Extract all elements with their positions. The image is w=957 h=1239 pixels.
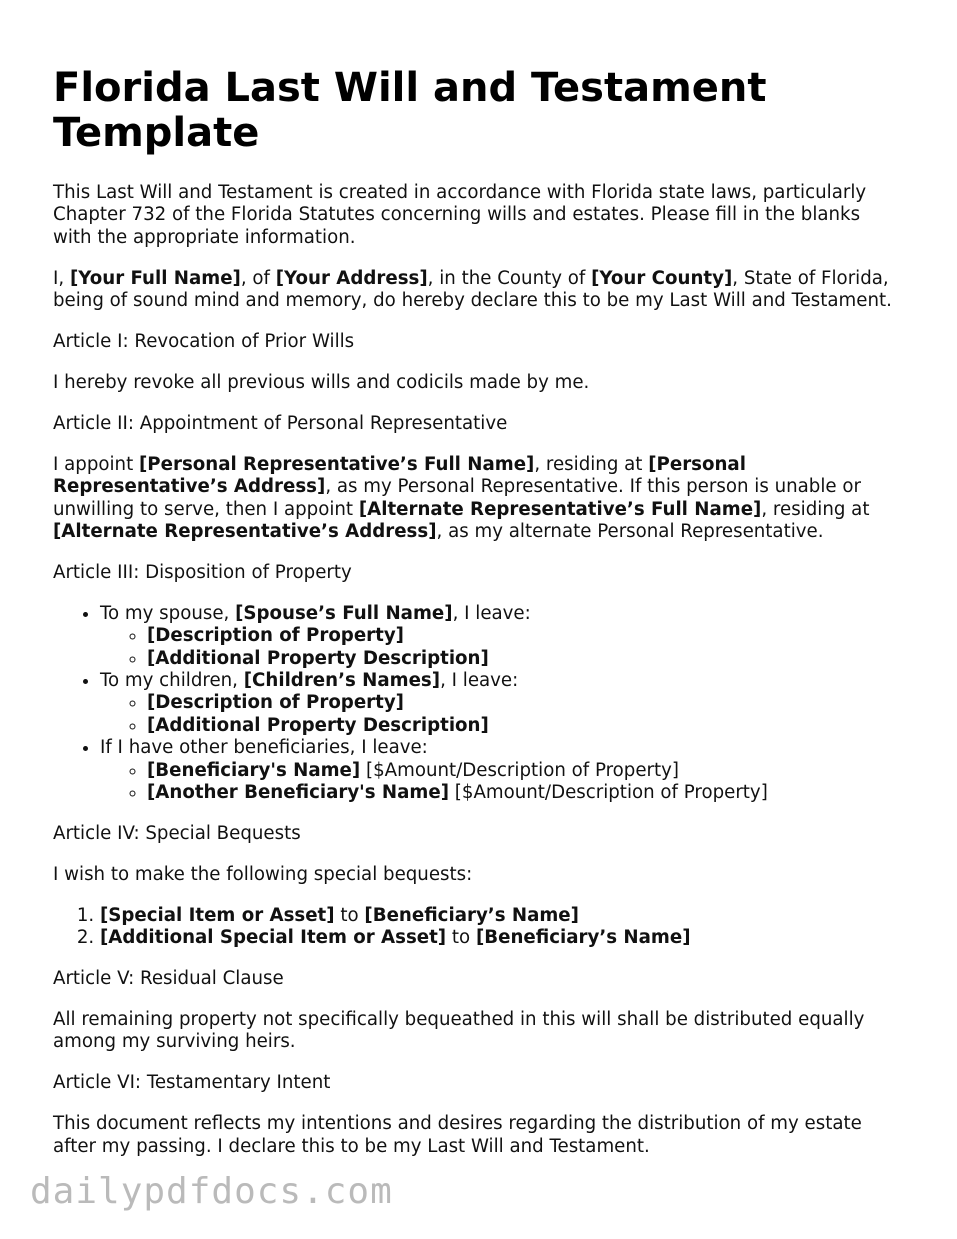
article-4-intro: I wish to make the following special bequests: <box>53 863 473 885</box>
representative-name-blank: [Personal Representative’s Full Name] <box>139 453 535 475</box>
list-item <box>100 927 903 949</box>
beneficiary-name-blank: [Beneficiary’s Name] <box>364 904 579 926</box>
article-2-fragment: , residing at <box>534 453 649 475</box>
beneficiary-name-blank: [Beneficiary’s Name] <box>475 927 691 949</box>
list-item-text: , I leave: <box>452 602 531 624</box>
declaration-text: , State of Florida, being of sound mind and memory, do hereby declare this to be my Last Will and Testament. <box>53 267 892 312</box>
article-1-heading: Article I: Revocation of Prior Wills <box>53 331 355 353</box>
beneficiary-name-blank: [Another Beneficiary's Name] <box>147 782 450 804</box>
amount-description: [$Amount/Description of Property] <box>360 759 679 781</box>
special-item-blank: [Additional Special Item or Asset] <box>100 927 447 949</box>
list-item <box>100 737 903 804</box>
article-2-fragment: , as my alternate Personal Representative. <box>436 520 824 542</box>
list-item <box>100 670 903 737</box>
beneficiary-name-blank: [Beneficiary's Name] <box>147 759 361 781</box>
your-address-blank: [Your Address] <box>275 267 428 289</box>
intro-paragraph: This Last Will and Testament is created in accordance with Florida state laws, particularly Chapter 732 of the Florida Statutes concerning wills and estates. Please fill in the blanks with the appropriate information. <box>53 182 867 248</box>
document-page <box>53 66 903 1177</box>
declaration-text: I, <box>53 267 70 289</box>
article-6-heading: Article VI: Testamentary Intent <box>53 1072 331 1094</box>
article-2-text <box>53 454 903 544</box>
list-item <box>147 715 903 737</box>
declaration-paragraph <box>53 268 903 313</box>
list-item <box>147 625 903 647</box>
list-item <box>100 603 903 670</box>
article-3-heading: Article III: Disposition of Property <box>53 561 352 583</box>
special-item-blank: [Special Item or Asset] <box>100 904 335 926</box>
declaration-text: , in the County of <box>427 267 592 289</box>
site-watermark: dailypdfdocs.com <box>30 1171 393 1212</box>
property-blank: [Description of Property] <box>147 625 404 647</box>
spouse-name-blank: [Spouse’s Full Name] <box>235 602 453 624</box>
property-blank: [Additional Property Description] <box>147 647 489 669</box>
list-item <box>147 648 903 670</box>
representative-address-blank: [Personal Representative’s Address] <box>53 453 746 498</box>
property-list <box>53 603 903 805</box>
amount-description: [$Amount/Description of Property] <box>449 782 768 804</box>
alternate-address-blank: [Alternate Representative’s Address] <box>53 520 437 542</box>
alternate-name-blank: [Alternate Representative’s Full Name] <box>358 498 762 520</box>
list-item <box>147 782 903 804</box>
article-2-fragment: , as my Personal Representative. If this person is unable or unwilling to serve, then I appoint <box>53 476 861 520</box>
your-full-name-blank: [Your Full Name] <box>69 267 241 289</box>
list-item-text: , I leave: <box>440 670 519 691</box>
article-2-fragment: I appoint <box>53 453 139 475</box>
sub-list <box>100 760 903 805</box>
sub-list <box>100 692 903 737</box>
list-item-text: to <box>446 927 476 949</box>
sub-list <box>100 625 903 670</box>
article-1-text: I hereby revoke all previous wills and codicils made by me. <box>53 371 590 393</box>
list-item-text: To my children, <box>100 670 244 691</box>
list-item <box>147 760 903 782</box>
property-blank: [Description of Property] <box>147 692 404 714</box>
article-4-heading: Article IV: Special Bequests <box>53 822 301 844</box>
list-item <box>100 905 903 927</box>
article-2-fragment: , residing at <box>761 498 870 520</box>
property-blank: [Additional Property Description] <box>147 714 489 736</box>
article-5-heading: Article V: Residual Clause <box>53 968 284 990</box>
list-item <box>147 692 903 714</box>
bequest-list <box>53 905 903 950</box>
article-6-text: This document reflects my intentions and desires regarding the distribution of my estate after my passing. I declare this to be my Last Will and Testament. <box>53 1113 862 1157</box>
list-item-text: If I have other beneficiaries, I leave: <box>100 737 428 759</box>
document-title: Florida Last Will and Testament Template <box>53 65 767 156</box>
children-names-blank: [Children’s Names] <box>243 670 441 691</box>
your-county-blank: [Your County] <box>591 267 733 289</box>
list-item-text: to <box>334 904 365 926</box>
article-5-text: All remaining property not specifically bequeathed in this will shall be distributed equally among my surviving heirs. <box>53 1008 865 1053</box>
article-2-heading: Article II: Appointment of Personal Representative <box>53 412 508 434</box>
list-item-text: To my spouse, <box>100 602 236 624</box>
declaration-text: , of <box>240 267 276 289</box>
